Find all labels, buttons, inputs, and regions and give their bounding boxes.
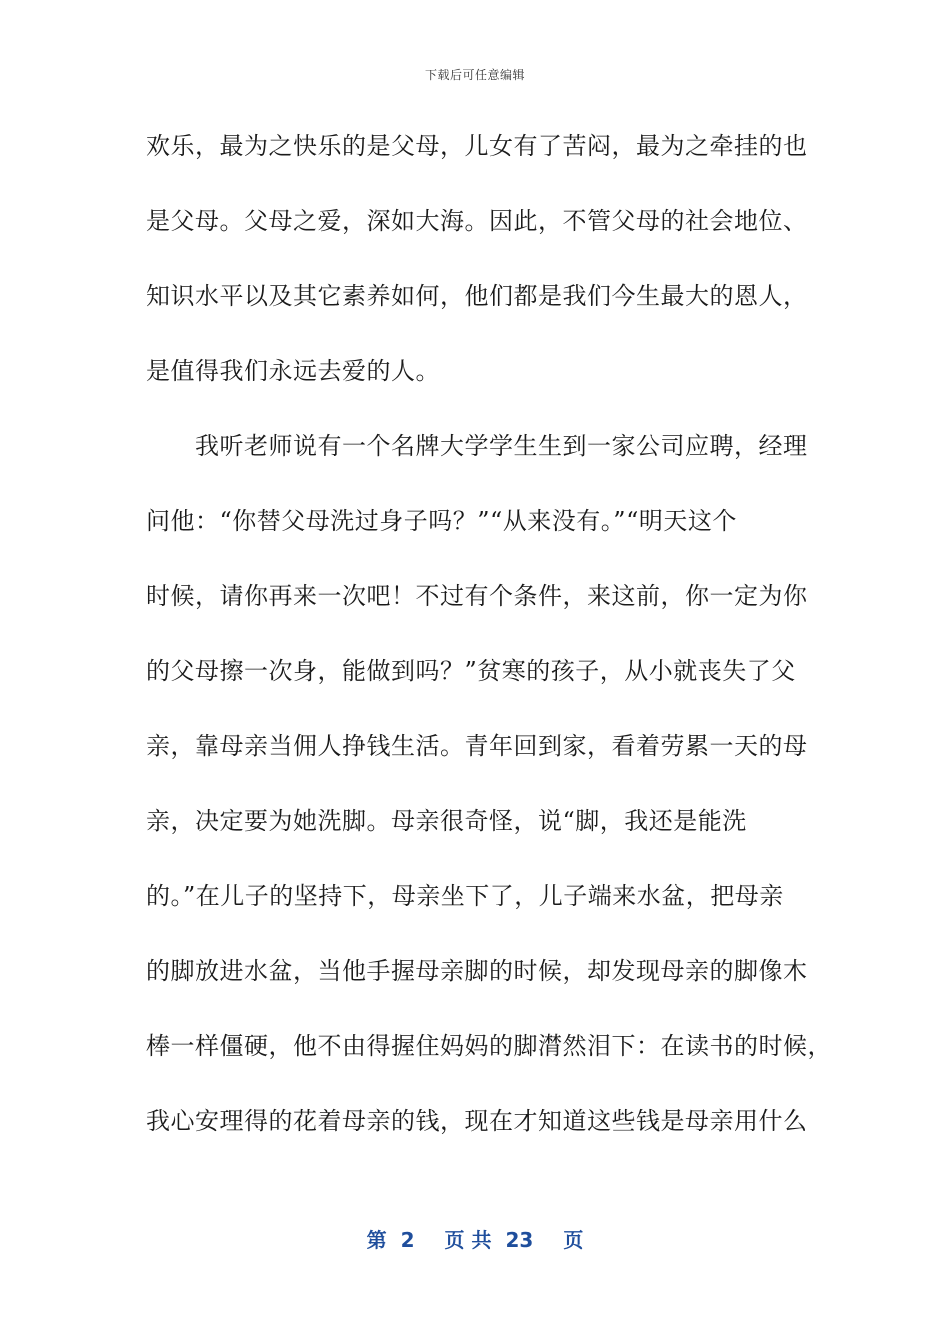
text-line: 亲，决定要为她洗脚。母亲很奇怪，说“脚，我还是能洗 <box>146 807 747 835</box>
footer-suffix: 页 <box>563 1228 584 1252</box>
text-line: 我听老师说有一个名牌大学学生生到一家公司应聘，经理 <box>146 432 808 460</box>
text-line: 我心安理得的花着母亲的钱，现在才知道这些钱是母亲用什么 <box>146 1107 808 1135</box>
text-line: 时候，请你再来一次吧！不过有个条件，来这前，你一定为你 <box>146 582 808 610</box>
footer-middle: 页 共 <box>444 1228 492 1252</box>
text-line: 是值得我们永远去爱的人。 <box>146 357 440 385</box>
text-line: 棒一样僵硬，他不由得握住妈妈的脚潸然泪下：在读书的时候， <box>146 1032 832 1060</box>
total-pages-number: 23 <box>505 1228 534 1252</box>
document-body <box>146 126 832 1176</box>
text-line: 知识水平以及其它素养如何，他们都是我们今生最大的恩人， <box>146 282 808 310</box>
page-footer <box>0 1224 950 1253</box>
current-page-number: 2 <box>400 1228 415 1252</box>
text-line: 的脚放进水盆，当他手握母亲脚的时候，却发现母亲的脚像木 <box>146 957 808 985</box>
text-line: 是父母。父母之爱，深如大海。因此，不管父母的社会地位、 <box>146 207 808 235</box>
page-header: 下载后可任意编辑 <box>424 68 525 82</box>
text-line: 的。”在儿子的坚持下，母亲坐下了，儿子端来水盆，把母亲 <box>146 882 784 910</box>
text-line: 亲，靠母亲当佣人挣钱生活。青年回到家，看着劳累一天的母 <box>146 732 808 760</box>
footer-prefix: 第 <box>366 1228 387 1252</box>
text-line: 欢乐，最为之快乐的是父母，儿女有了苦闷，最为之牵挂的也 <box>146 132 808 160</box>
text-line: 的父母擦一次身，能做到吗？”贫寒的孩子，从小就丧失了父 <box>146 657 796 685</box>
text-line: 问他：“你替父母洗过身子吗？”“从来没有。”“明天这个 <box>146 507 737 535</box>
